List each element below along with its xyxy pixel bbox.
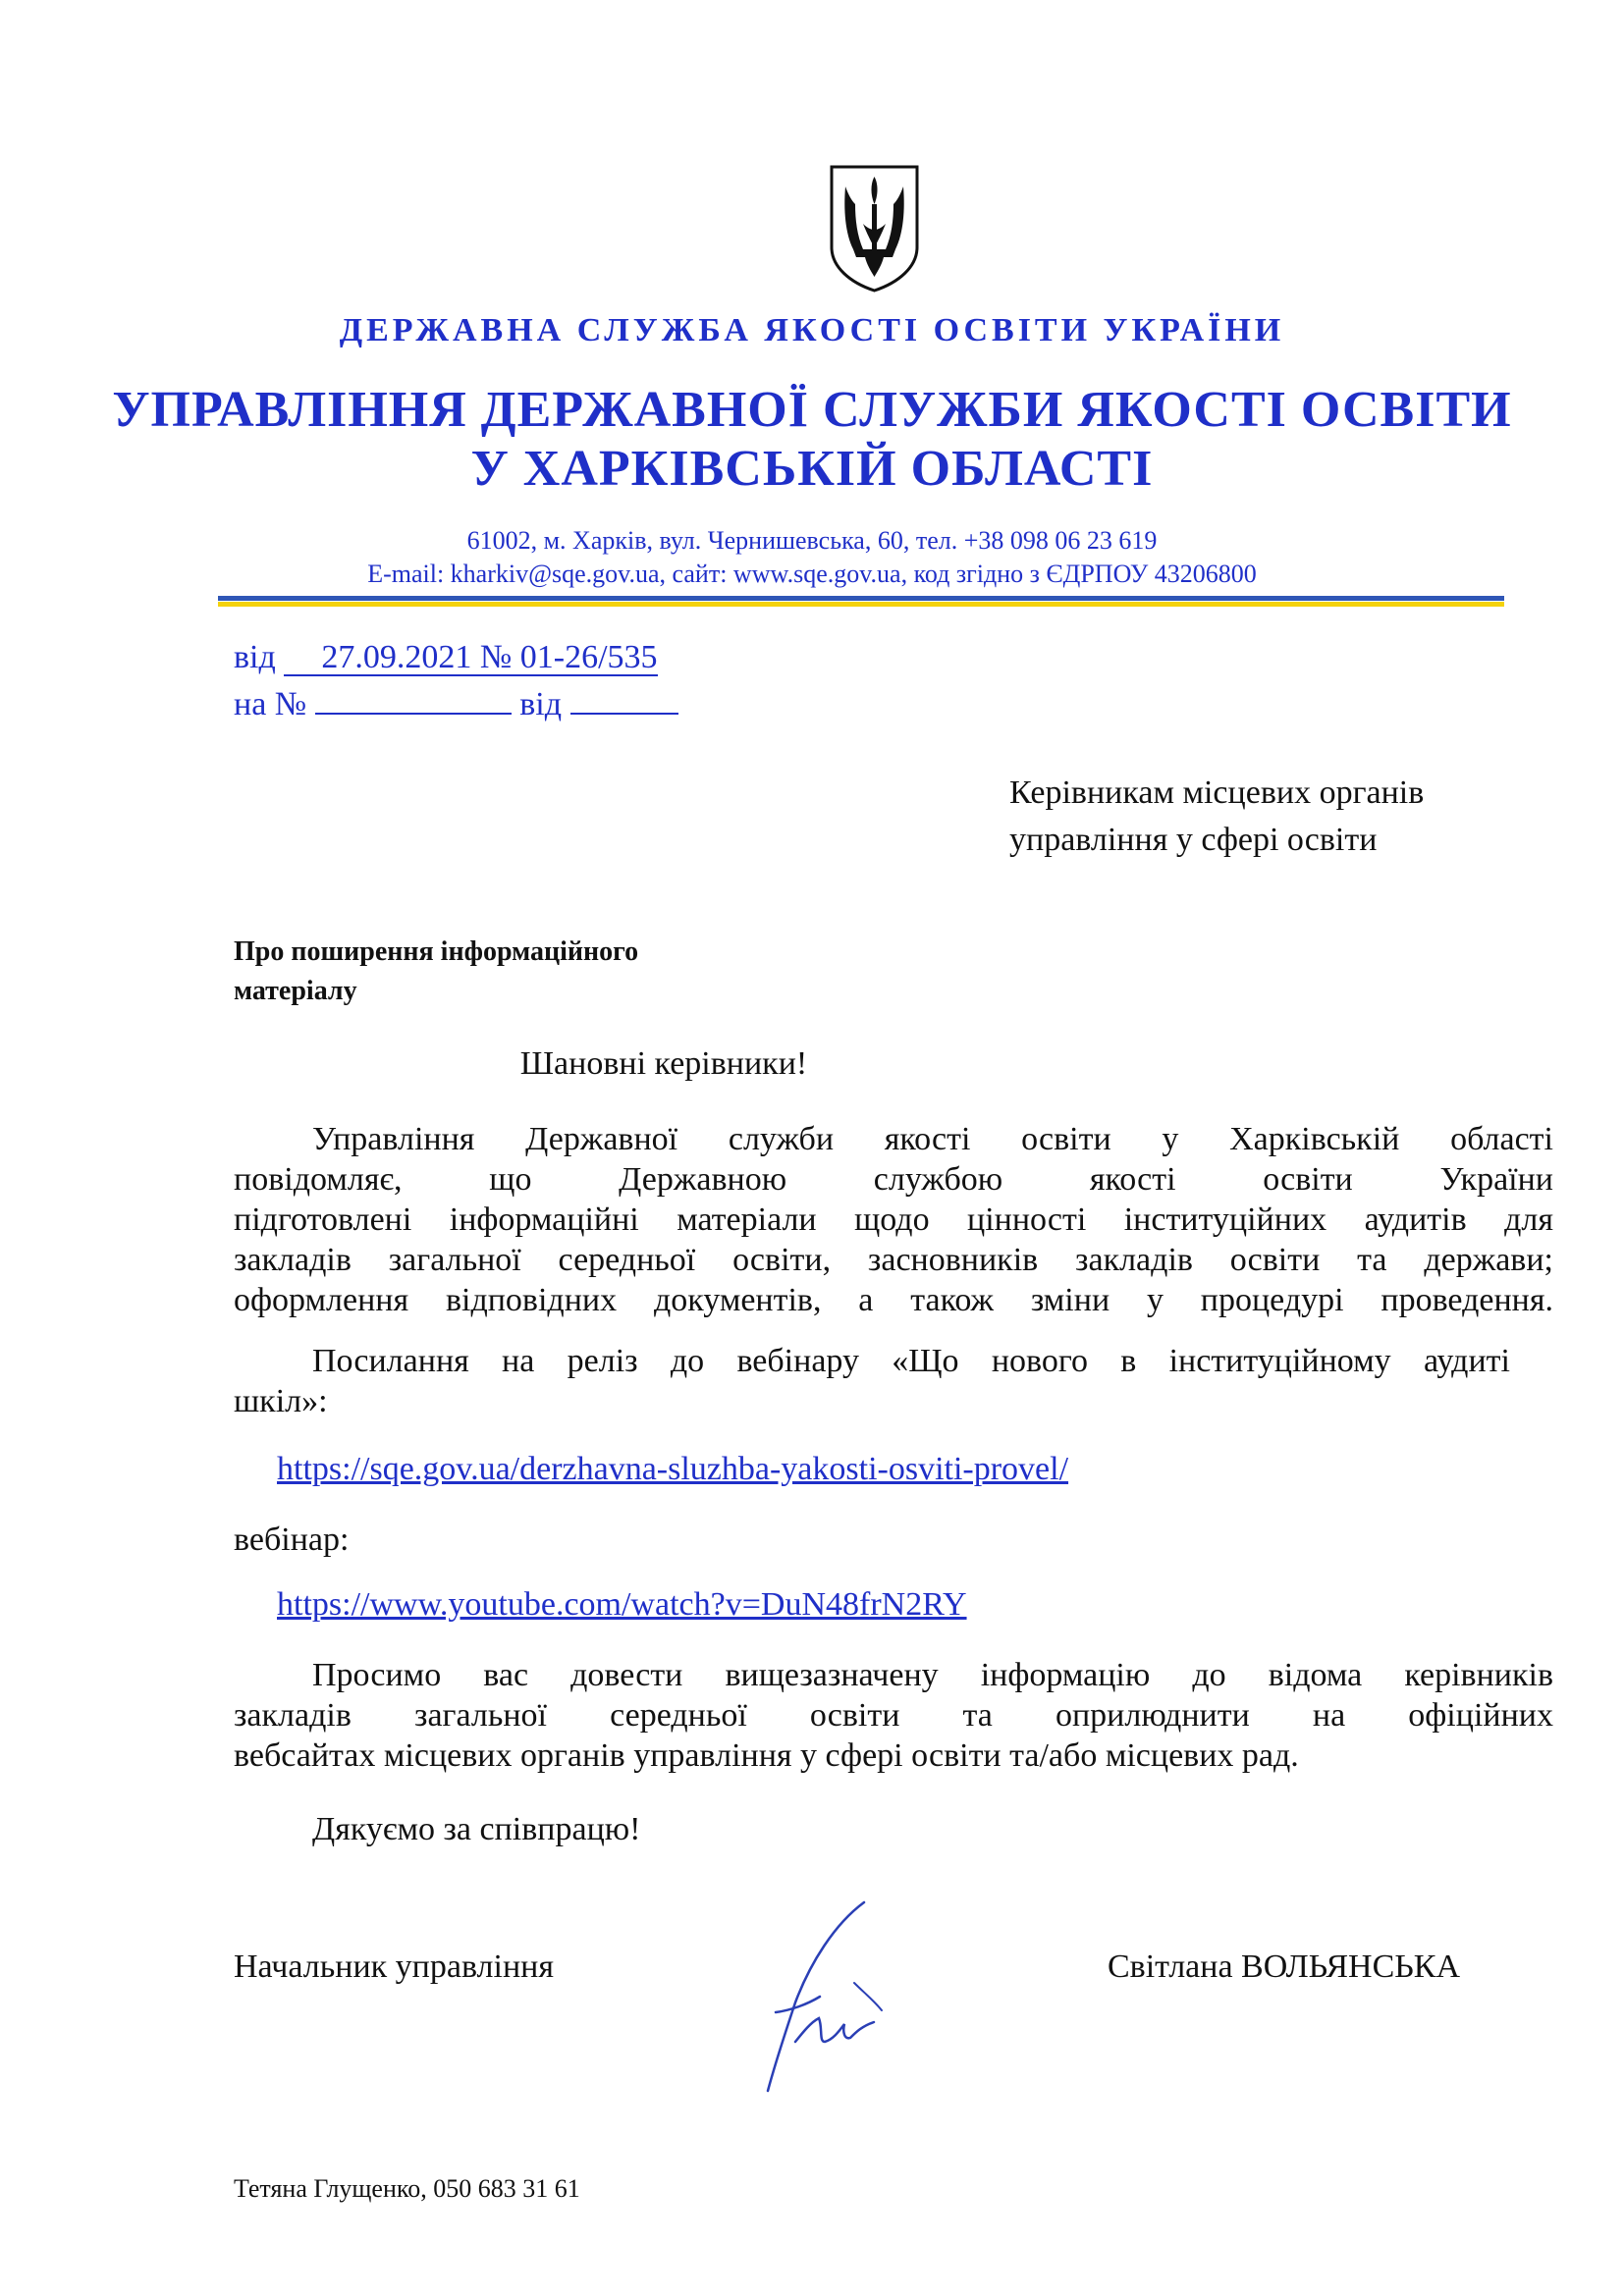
letter-subject [234, 933, 784, 1011]
body-paragraph-1 [234, 1119, 1553, 1320]
coat-of-arms-icon [828, 163, 921, 294]
addressee [1009, 770, 1424, 864]
incoming-date-blank [570, 713, 678, 715]
paragraph-line: закладів загальної середньої освіти, засновників закладів освіти та держави; [234, 1242, 1553, 1278]
subject-line1: Про поширення інформаційного [234, 936, 639, 967]
executor-contact: Тетяна Глущенко, 050 683 31 61 [234, 2174, 580, 2203]
outgoing-reference [234, 638, 658, 677]
salutation: Шановні керівники! [519, 1045, 808, 1082]
signatory-name: Світлана ВОЛЬЯНСЬКА [1108, 1949, 1461, 1985]
addressee-line1: Керівникам місцевих органів [1009, 774, 1425, 811]
paragraph-line: повідомляє, що Державною службою якості освіти України [234, 1161, 1553, 1198]
paragraph-line: Посилання на реліз до вебінару «Що нового в інституційному аудиті [312, 1343, 1510, 1379]
paragraph-line: оформлення відповідних документів, а також зміни у процедурі проведення. [234, 1282, 1553, 1318]
paragraph-line: закладів загальної середньої освіти та оприлюднити на офіційних [234, 1697, 1553, 1734]
paragraph-line: Просимо вас довести вищезазначену інформацію до відома керівників [312, 1657, 1553, 1693]
body-paragraph-3 [234, 1655, 1553, 1776]
contact-details: E-mail: kharkiv@sqe.gov.ua, сайт: www.sqe.gov.ua, код згідно з ЄДРПОУ 43206800 [367, 560, 1257, 588]
letterhead-rule-yellow [218, 602, 1504, 607]
webinar-label: вебінар: [234, 1522, 350, 1558]
paragraph-line: вебсайтах місцевих органів управління у сфері освіти та/або місцевих рад. [234, 1737, 1299, 1774]
body-paragraph-2 [234, 1341, 1510, 1421]
release-link[interactable]: https://sqe.gov.ua/derzhavna-sluzhba-yakosti-osviti-provel/ [277, 1451, 1069, 1487]
to-from-label: від [519, 686, 563, 722]
office-name [0, 381, 1624, 499]
from-label: від [234, 639, 276, 675]
incoming-reference [234, 685, 678, 724]
postal-address: 61002, м. Харків, вул. Чернишевська, 60, тел. +38 098 06 23 619 [466, 526, 1158, 555]
closing-thanks: Дякуємо за співпрацю! [312, 1811, 641, 1847]
to-label: на № [234, 686, 307, 722]
agency-name: ДЕРЖАВНА СЛУЖБА ЯКОСТІ ОСВІТИ УКРАЇНИ [339, 312, 1285, 348]
office-name-line1: УПРАВЛІННЯ ДЕРЖАВНОЇ СЛУЖБИ ЯКОСТІ ОСВІТИ [112, 382, 1512, 438]
paragraph-line: підготовлені інформаційні матеріали щодо цінності інституційних аудитів для [234, 1201, 1553, 1238]
addressee-line2: управління у сфері освіти [1009, 822, 1378, 858]
office-name-line2: У ХАРКІВСЬКІЙ ОБЛАСТІ [470, 441, 1154, 497]
letterhead-rule-blue [218, 596, 1504, 601]
incoming-number-blank [315, 713, 512, 715]
paragraph-line: Управління Державної служби якості освіти у Харківській області [312, 1121, 1553, 1157]
handwritten-signature-icon [717, 1895, 913, 2101]
outgoing-date-number: 27.09.2021 № 01-26/535 [284, 641, 657, 676]
subject-line2: матеріалу [234, 976, 357, 1006]
signatory-title: Начальник управління [234, 1949, 554, 1985]
paragraph-line: шкіл»: [234, 1383, 328, 1419]
webinar-video-link[interactable]: https://www.youtube.com/watch?v=DuN48frN2RY [277, 1586, 967, 1623]
